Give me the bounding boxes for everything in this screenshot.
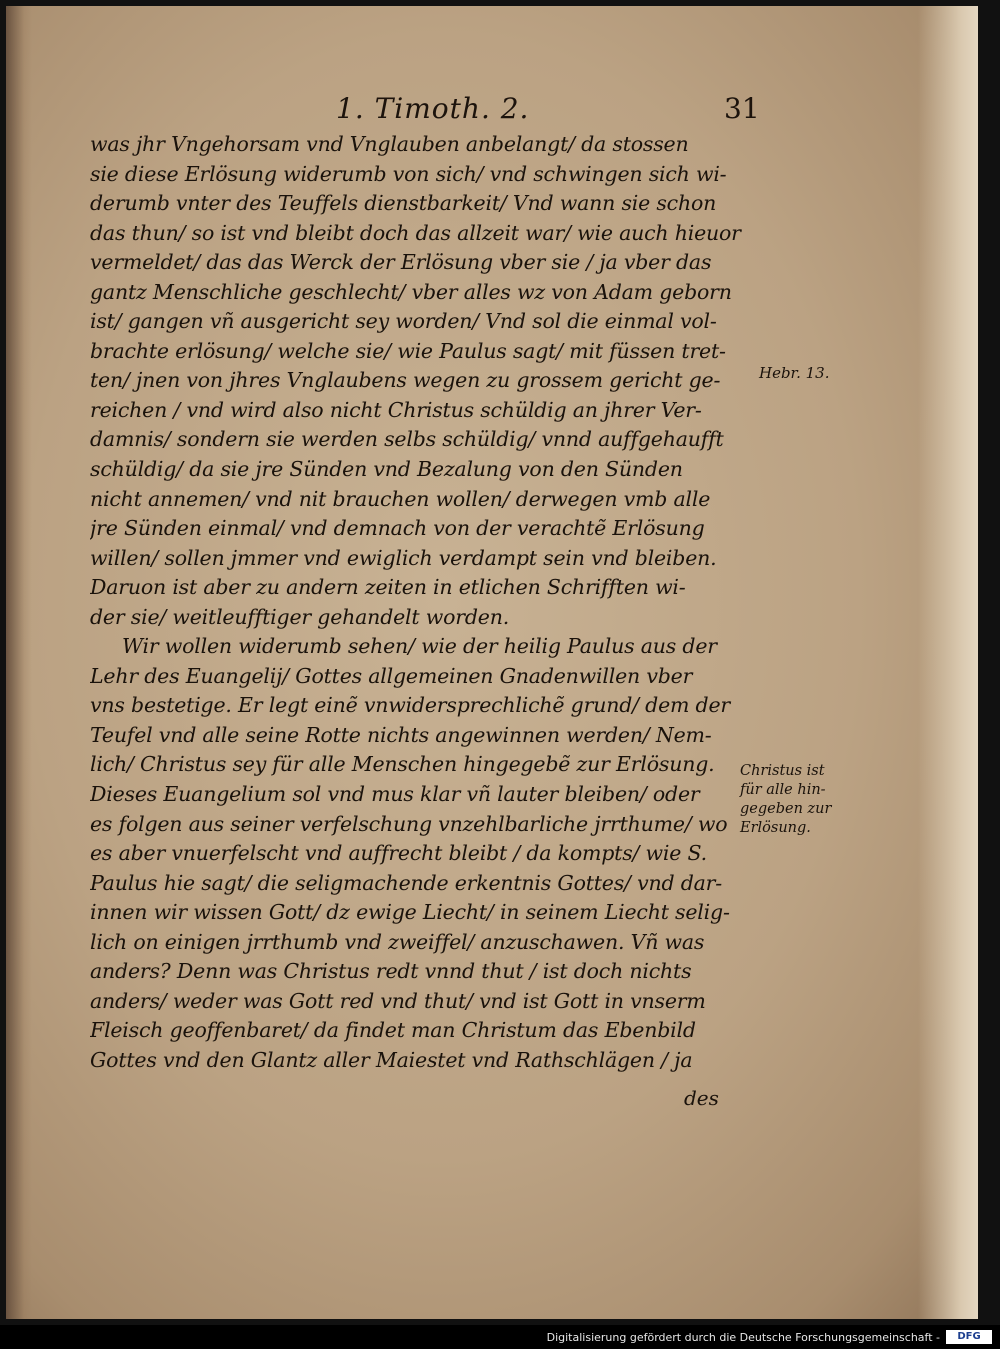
text-line: derumb vnter des Teuffels dienstbarkeit/ Vnd wann sie schon (90, 191, 717, 216)
text-line: lich on einigen jrrthumb vnd zweiffel/ anzuschawen. Vñ was (90, 929, 705, 954)
text-line: es aber vnuerfelscht vnd auffrecht bleibt / da kompts/ wie S. (90, 841, 707, 866)
text-line: Gottes vnd den Glantz aller Maiestet vnd Rathschlägen / ja (90, 1047, 693, 1072)
text-line: brachte erlösung/ welche sie/ wie Paulus sagt/ mit füssen tret- (90, 338, 726, 363)
marginal-note-line: gegeben zur (740, 801, 832, 817)
marginal-note-line: für alle hin- (740, 782, 826, 798)
text-line: Daruon ist aber zu andern zeiten in etlichen Schrifften wi- (90, 575, 686, 600)
text-line: Fleisch geoffenbaret/ da findet man Christum das Ebenbild (90, 1018, 696, 1043)
body-text (90, 130, 750, 1076)
text-line: nicht annemen/ vnd nit brauchen wollen/ derwegen vmb alle (90, 486, 711, 511)
marginal-note-line: Christus ist (740, 763, 825, 779)
running-head (6, 92, 978, 132)
text-line: Lehr des Euangelij/ Gottes allgemeinen Gnadenwillen vber (90, 663, 693, 688)
text-line: vns bestetige. Er legt einẽ vnwidersprechlichẽ grund/ dem der (90, 693, 731, 718)
footer-bar (0, 1325, 1000, 1349)
book-page (6, 6, 978, 1319)
text-line: Teufel vnd alle seine Rotte nichts angewinnen werden/ Nem- (90, 722, 712, 747)
text-line: Dieses Euangelium sol vnd mus klar vñ lauter bleiben/ oder (90, 782, 700, 807)
text-line: anders? Denn was Christus redt vnnd thut / ist doch nichts (90, 959, 692, 984)
page-number: 31 (724, 92, 760, 125)
catchword: des (684, 1086, 719, 1110)
text-line: das thun/ so ist vnd bleibt doch das allzeit war/ wie auch hieuor (90, 220, 741, 245)
text-line: Paulus hie sagt/ die seligmachende erkentnis Gottes/ vnd dar- (90, 870, 722, 895)
text-line: schüldig/ da sie jre Sünden vnd Bezalung von den Sünden (90, 457, 683, 482)
marginal-reference: Hebr. 13. (759, 364, 830, 382)
text-line: reichen / vnd wird also nicht Christus schüldig an jhrer Ver- (90, 397, 702, 422)
text-line: anders/ weder was Gott red vnd thut/ vnd ist Gott in vnserm (90, 988, 706, 1013)
dfg-logo: DFG (946, 1330, 992, 1344)
marginal-note (740, 762, 870, 838)
text-line: es folgen aus seiner verfelschung vnzehlbarliche jrrthume/ wo (90, 811, 728, 836)
text-line: ist/ gangen vñ ausgericht sey worden/ Vnd sol die einmal vol- (90, 309, 717, 334)
footer-credit: Digitalisierung gefördert durch die Deutsche Forschungsgemeinschaft - (546, 1331, 940, 1344)
marginal-note-line: Erlösung. (740, 820, 811, 836)
text-line: vermeldet/ das das Werck der Erlösung vber sie / ja vber das (90, 250, 712, 275)
text-line: innen wir wissen Gott/ dz ewige Liecht/ in seinem Liecht selig- (90, 900, 730, 925)
running-head-title: 1. Timoth. 2. (336, 92, 530, 125)
text-line: lich/ Christus sey für alle Menschen hingegebẽ zur Erlösung. (90, 752, 715, 777)
text-line: der sie/ weitleufftiger gehandelt worden. (90, 604, 510, 629)
text-line: damnis/ sondern sie werden selbs schüldig/ vnnd auffgehaufft (90, 427, 724, 452)
text-line: Wir wollen widerumb sehen/ wie der heilig Paulus aus der (122, 634, 717, 659)
text-line: was jhr Vngehorsam vnd Vnglauben anbelangt/ da stossen (90, 132, 689, 156)
text-line: sie diese Erlösung widerumb von sich/ vnd schwingen sich wi- (90, 161, 727, 186)
text-line: ten/ jnen von jhres Vnglaubens wegen zu grossem gericht ge- (90, 368, 721, 393)
text-line: gantz Menschliche geschlecht/ vber alles wz von Adam geborn (90, 279, 732, 304)
text-line: jre Sünden einmal/ vnd demnach von der verachtẽ Erlösung (90, 516, 705, 541)
text-line: willen/ sollen jmmer vnd ewiglich verdampt sein vnd bleiben. (90, 545, 717, 570)
